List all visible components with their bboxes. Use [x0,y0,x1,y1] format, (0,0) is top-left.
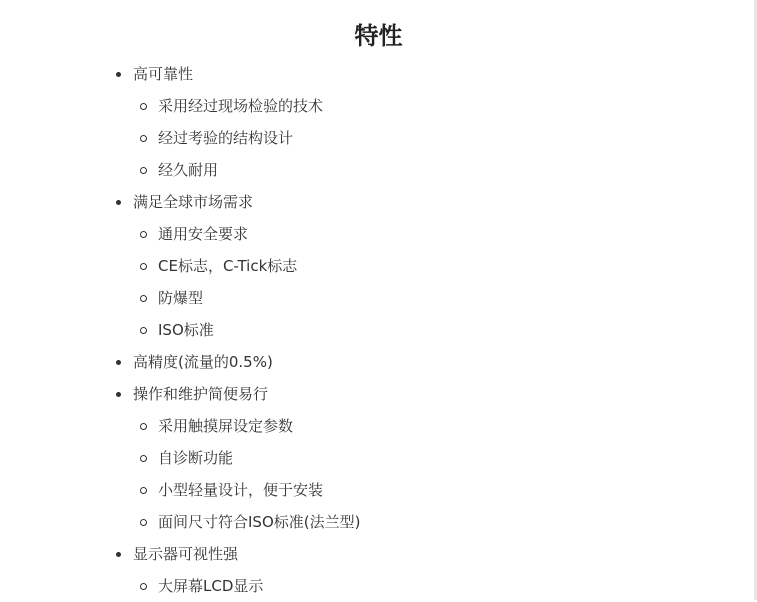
sub-list-item: 面间尺寸符合ISO标准(法兰型) [139,506,360,538]
sub-list [133,570,360,602]
sub-list [133,90,360,186]
list-item-global-market [114,186,360,346]
list-item-label: 满足全球市场需求 [133,193,254,211]
list-item-label: 操作和维护简便易行 [133,385,269,403]
sub-list-item: 自诊断功能 [139,442,360,474]
list-item-label: 高可靠性 [133,65,194,83]
sub-list-item: 通用安全要求 [139,218,360,250]
sub-list-item: 采用触摸屏设定参数 [139,410,360,442]
sub-list-item: 经久耐用 [139,154,360,186]
sub-list-item: 小型轻量设计，便于安装 [139,474,360,506]
page-title: 特性 [354,22,403,50]
sub-list [133,218,360,346]
list-item-operation [114,378,360,538]
list-item-label: 显示器可视性强 [133,545,239,563]
sub-list-item: 大屏幕LCD显示 [139,570,360,602]
sub-list [133,410,360,538]
sub-list-item: CE标志，C-Tick标志 [139,250,360,282]
sub-list-item: 防爆型 [139,282,360,314]
list-item-display [114,538,360,602]
sub-list-item: 采用经过现场检验的技术 [139,90,360,122]
list-item-reliability [114,58,360,186]
sub-list-item: ISO标准 [139,314,360,346]
list-item-label: 高精度(流量的0.5%) [133,353,273,371]
list-item-accuracy [114,346,360,378]
sub-list-item: 经过考验的结构设计 [139,122,360,154]
feature-list [114,58,360,602]
